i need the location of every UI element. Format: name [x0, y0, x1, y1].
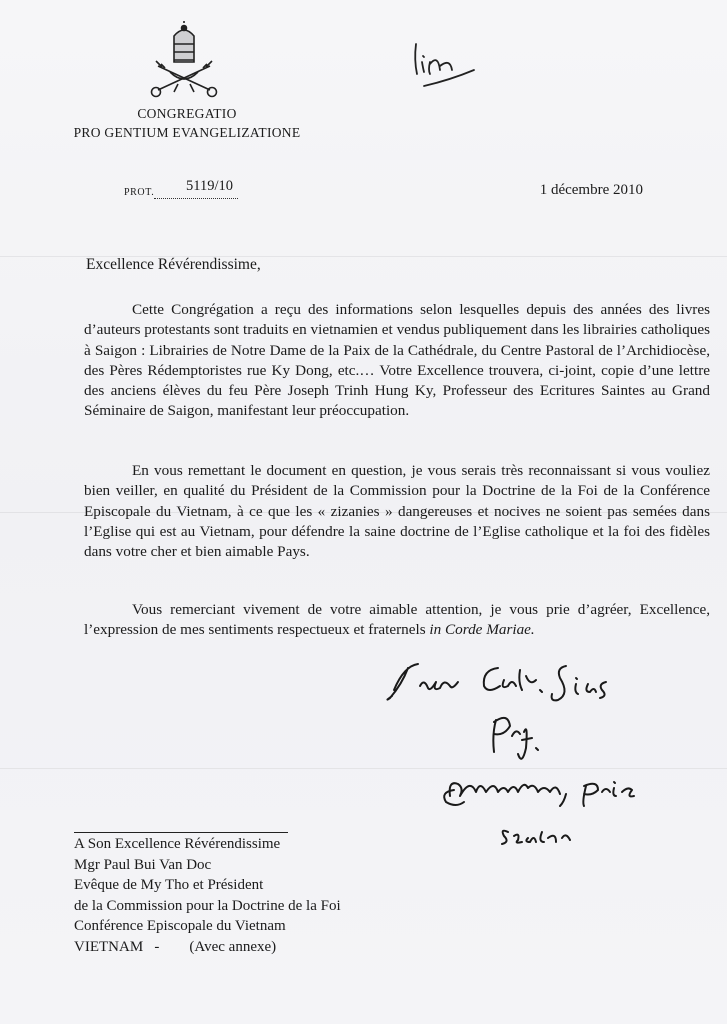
address-line: A Son Excellence Révérendissime: [74, 836, 281, 852]
address-rule: [74, 832, 288, 833]
address-line: Mgr Paul Bui Van Doc: [74, 856, 212, 873]
handwritten-signature: [380, 656, 700, 856]
closing-text: Vous remerciant vivement de votre aimable attention, je vous prie d’agréer, Excellence, l’expression de mes sentiments respectueux et fraternels: [84, 601, 710, 639]
address-line: VIETNAM - (Avec annexe): [74, 938, 277, 955]
handwritten-initials: [410, 40, 480, 90]
papal-crest-icon: [148, 20, 220, 98]
address-line: Conférence Episcopale du Vietnam: [74, 918, 286, 934]
closing-italic: in Corde Mariae.: [429, 621, 535, 639]
congregation-line-2: PRO GENTIUM EVANGELIZATIONE: [73, 125, 301, 140]
paragraph-1: Cette Congrégation a reçu des informations selon lesquelles depuis des années des livres d’auteurs protestants sont traduits en vietnamien et vendus publiquement dans les librairies catholiques à Saigon : Librairies de Notre Dame de la Paix de la Cathédrale, du Centre Pastoral de l’Archidiocèse, des Pères Rédemptoristes rue Ky Dong, etc.… Votre Excellence trouvera, ci-joint, copie d’une lettre des anciens élèves du feu Père Joseph Trinh Hung Ky, Professeur des Ecritures Saintes au Grand Séminaire de Saigon, manifestant leur préoccupation.: [84, 301, 710, 420]
paragraph-closing: [84, 600, 710, 641]
address-line: de la Commission pour la Doctrine de la Foi: [74, 897, 341, 914]
salutation: Excellence Révérendissime,: [86, 256, 261, 273]
prot-underline: [154, 198, 238, 199]
prot-label: PROT.: [124, 187, 155, 198]
prot-number: 5119/10: [186, 178, 233, 194]
letter-date: 1 décembre 2010: [539, 182, 643, 198]
congregation-line-1: CONGREGATIO: [137, 106, 237, 121]
congregation-name: [56, 104, 318, 142]
recipient-address: [74, 834, 341, 957]
address-line: Evêque de My Tho et Président: [74, 877, 264, 893]
paragraph-2: En vous remettant le document en question, je vous serais très reconnaissant si vous vouliez bien veiller, en qualité du Président de la Commission pour la Doctrine de la Foi de la Conférence Episcopale du Vietnam, à ce que les « zizanies » dangereuses et nocives ne soient pas semées dans l’Eglise qui est au Vietnam, pour défendre la saine doctrine de l’Eglise catholique et la foi des fidèles dans votre cher et bien aimable Pays.: [84, 462, 710, 561]
protocol-reference: [122, 178, 242, 202]
